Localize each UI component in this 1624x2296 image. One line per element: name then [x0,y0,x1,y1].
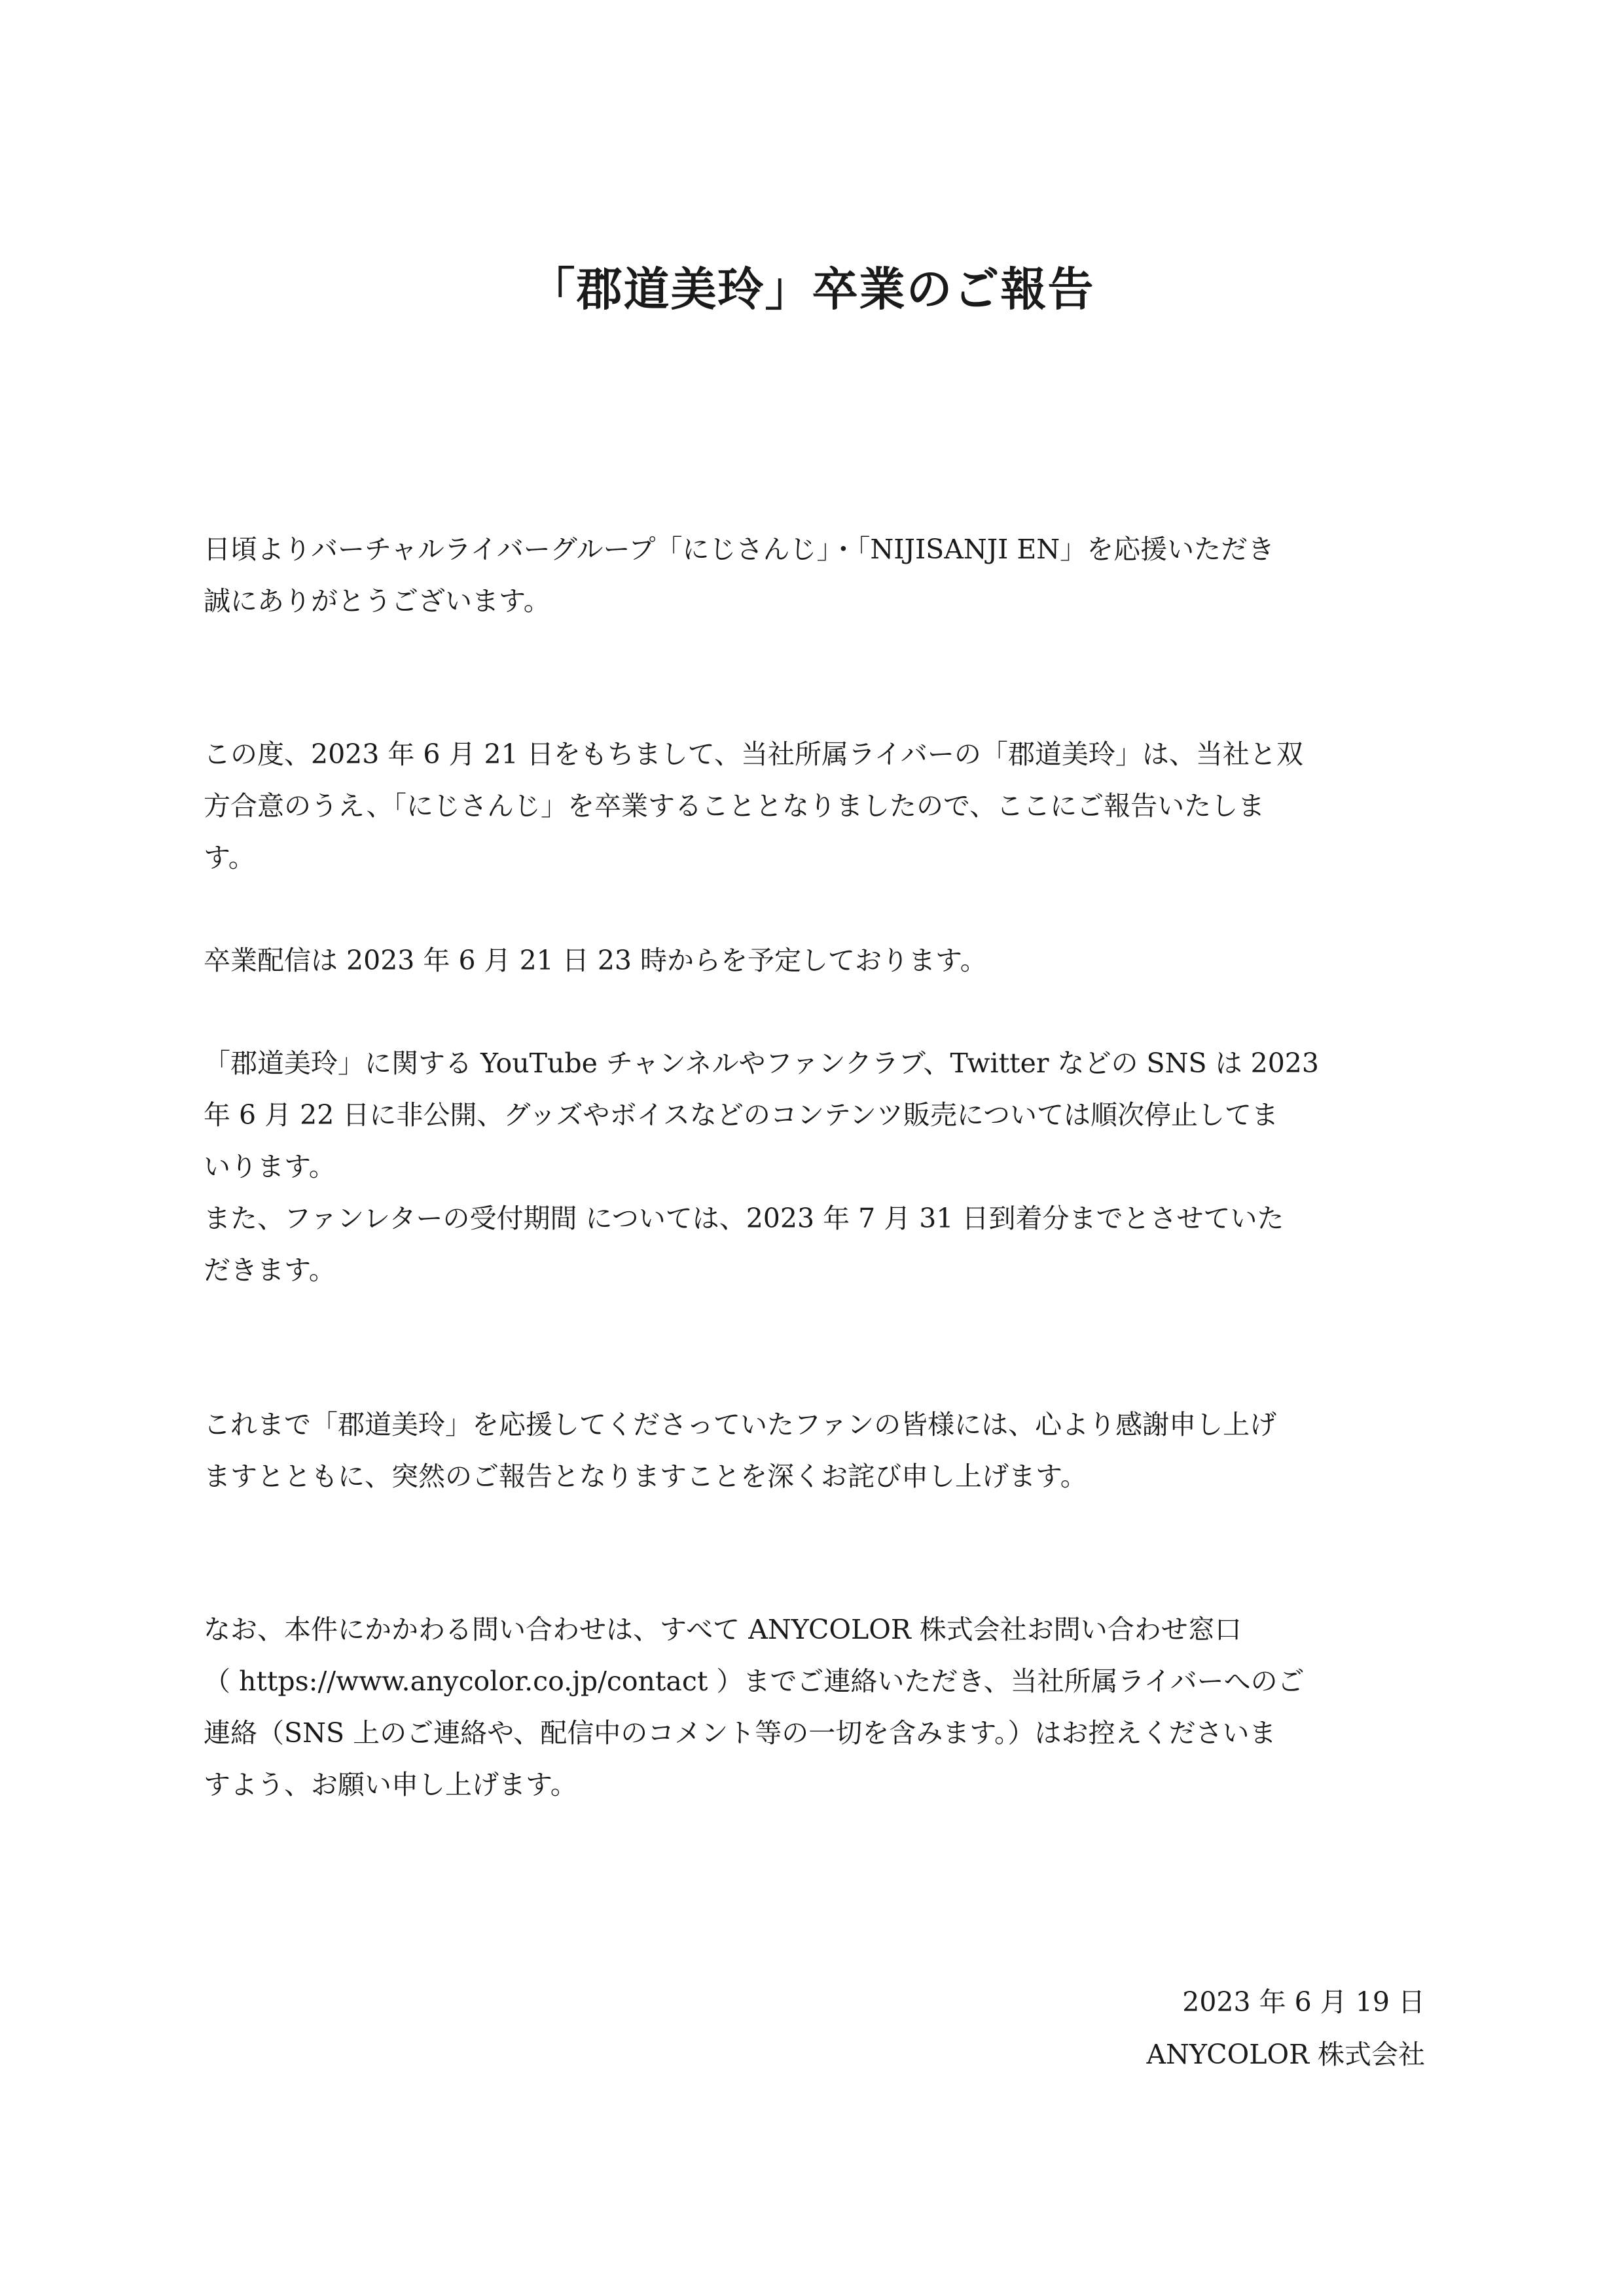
paragraph-line: 「郡道美玲」に関する YouTube チャンネルやファンクラブ、Twitter などの SNS は 2023 [204,1048,1319,1079]
paragraph-line: （ https://www.anycolor.co.jp/contact ）までご連絡いただき、当社所属ライバーへのご [204,1666,1305,1697]
paragraph-line: 連絡（SNS 上のご連絡や、配信中のコメント等の一切を含みます。）はお控えくださいま [204,1717,1276,1749]
greeting-paragraph [204,524,1447,627]
paragraph-line: 年 6 月 22 日に非公開、グッズやボイスなどのコンテンツ販売については順次停止してま [204,1099,1279,1131]
document-title: 「郡道美玲」卒業のご報告 [529,261,1095,316]
paragraph-line: この度、2023 年 6 月 21 日をもちまして、当社所属ライバーの「郡道美玲」は、当社と双 [204,738,1303,770]
signature-block [1146,1976,1425,2081]
paragraph-line: だきます。 [204,1254,336,1286]
announcement-paragraph [204,729,1447,884]
stream-paragraph [204,935,1447,987]
paragraph-line: ますとともに、突然のご報告となりますことを深くお詫び申し上げます。 [204,1461,1087,1492]
contact-paragraph [204,1604,1447,1811]
paragraph-line: なお、本件にかかわる問い合わせは、すべて ANYCOLOR 株式会社お問い合わせ窓口 [204,1614,1242,1645]
signature-date: 2023 年 6 月 19 日 [1182,1986,1425,2018]
paragraph-line: 日頃よりバーチャルライバーグループ「にじさんじ」・「NIJISANJI EN」を応援いただき [204,534,1275,565]
thanks-paragraph [204,1399,1447,1503]
signature-company: ANYCOLOR 株式会社 [1146,2039,1425,2070]
paragraph-line: また、ファンレターの受付期間 については、2023 年 7 月 31 日到着分までとさせていた [204,1203,1284,1234]
paragraph-line: 卒業配信は 2023 年 6 月 21 日 23 時からを予定しております。 [204,945,987,976]
paragraph-line: 方合意のうえ、「にじさんじ」を卒業することとなりましたので、ここにご報告いたしま [204,790,1265,822]
paragraph-line: す。 [204,842,255,873]
paragraph-line: これまで「郡道美玲」を応援してくださっていたファンの皆様には、心より感謝申し上げ [204,1409,1277,1440]
paragraph-line: いります。 [204,1151,336,1182]
paragraph-line: 誠にありがとうございます。 [204,585,550,617]
paragraph-line: すよう、お願い申し上げます。 [204,1769,577,1800]
channels-paragraph [204,1038,1447,1296]
